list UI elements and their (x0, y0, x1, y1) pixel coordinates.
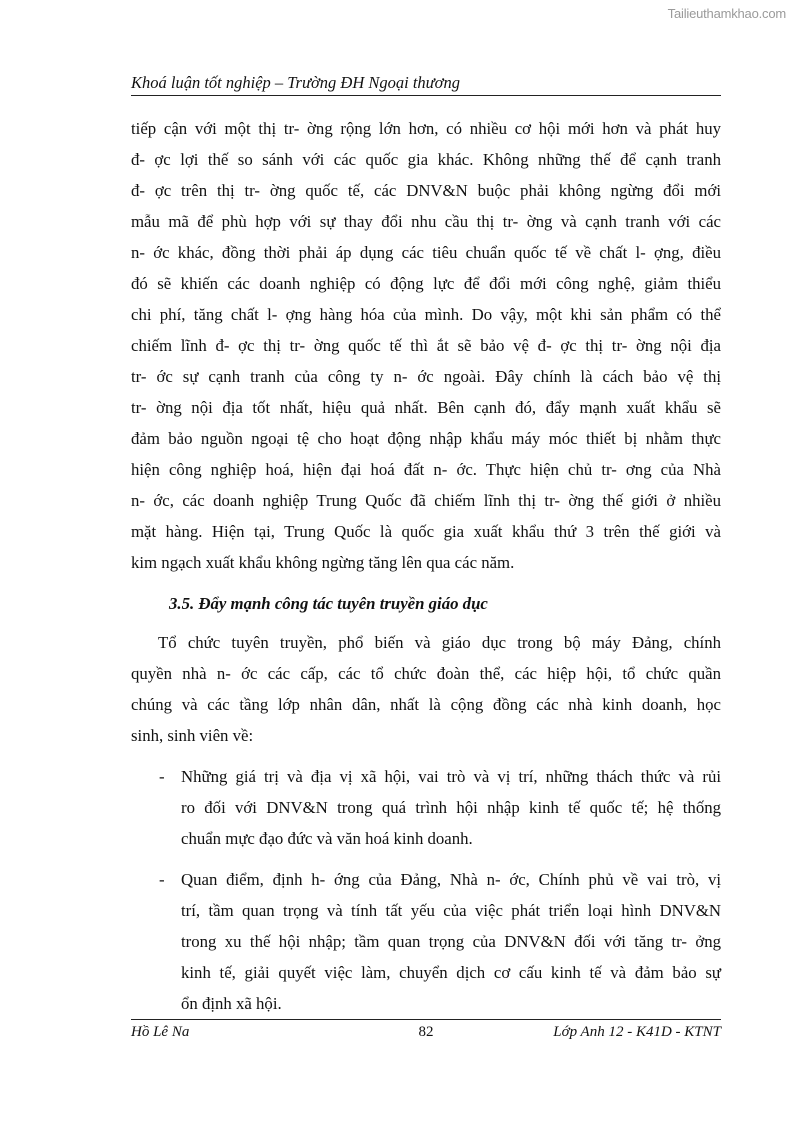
text-line: chiếm lĩnh đ- ợc thị tr- ờng quốc tế thì ắt sẽ bảo vệ đ- ợc thị tr- ờng nội địa (131, 336, 721, 355)
footer-author: Hồ Lê Na (131, 1024, 190, 1040)
running-footer (131, 1019, 721, 1043)
page-number: 82 (418, 1024, 434, 1040)
text-line: mẫu mã để phù hợp với sự thay đổi nhu cầu thị tr- ờng và cạnh tranh với các (131, 212, 721, 231)
text-line: tr- ờng nội địa tốt nhất, hiệu quả nhất. Bên cạnh đó, đẩy mạnh xuất khẩu sẽ (131, 398, 721, 417)
text-line: n- ớc, các doanh nghiệp Trung Quốc đã chiếm lĩnh thị tr- ờng thế giới ở nhiều (131, 491, 721, 510)
text-line: chi phí, tăng chất l- ợng hàng hóa của mình. Do vậy, một khi sản phẩm có thể (131, 305, 721, 324)
paragraph-2 (131, 627, 721, 751)
text-line: kinh tế, giải quyết việc làm, chuyển dịch cơ cấu kinh tế và đảm bảo sự (181, 963, 721, 982)
paragraph-1 (131, 113, 721, 578)
text-line: Quan điểm, định h- ớng của Đảng, Nhà n- ớc, Chính phủ về vai trò, vị (181, 870, 721, 889)
bullet-item (131, 864, 721, 1019)
text-line: tiếp cận với một thị tr- ờng rộng lớn hơn, có nhiều cơ hội mới hơn và phát huy (131, 119, 721, 138)
bullet-item (131, 761, 721, 854)
text-line: Tổ chức tuyên truyền, phổ biến và giáo dục trong bộ máy Đảng, chính (158, 633, 721, 652)
dash-bullet-icon: - (159, 870, 165, 889)
text-line: kim ngạch xuất khẩu không ngừng tăng lên qua các năm. (131, 553, 515, 572)
text-line: chuẩn mực đạo đức và văn hoá kinh doanh. (181, 829, 473, 848)
text-line: trong xu thế hội nhập; tầm quan trọng của DNV&N đối với tăng tr- ởng (181, 932, 721, 951)
text-line: chúng và các tầng lớp nhân dân, nhất là cộng đồng các nhà kinh doanh, học (131, 695, 721, 714)
text-line: hiện công nghiệp hoá, hiện đại hoá đất n- ớc. Thực hiện chủ tr- ơng của Nhà (131, 460, 721, 479)
running-header: Khoá luận tốt nghiệp – Trường ĐH Ngoại thương (131, 73, 721, 96)
text-line: ổn định xã hội. (181, 994, 282, 1013)
text-line: đó sẽ khiến các doanh nghiệp có động lực để đổi mới công nghệ, giảm thiểu (131, 274, 721, 293)
text-line: đ- ợc trên thị tr- ờng quốc tế, các DNV&N buộc phải không ngừng đổi mới (131, 181, 721, 200)
text-line: tr- ớc sự cạnh tranh của công ty n- ớc ngoài. Đây chính là cách bảo vệ thị (131, 367, 721, 386)
text-line: đảm bảo nguồn ngoại tệ cho hoạt động nhập khẩu máy móc thiết bị nhằm thực (131, 429, 721, 448)
text-line: ro đối với DNV&N trong quá trình hội nhập kinh tế quốc tế; hệ thống (181, 798, 721, 817)
text-line: trí, tầm quan trọng và tính tất yếu của việc phát triển loại hình DNV&N (181, 901, 721, 920)
watermark: Tailieuthamkhao.com (667, 6, 786, 21)
text-line: mặt hàng. Hiện tại, Trung Quốc là quốc gia xuất khẩu thứ 3 trên thế giới và (131, 522, 721, 541)
text-line: sinh, sinh viên về: (131, 726, 254, 745)
dash-bullet-icon: - (159, 767, 165, 786)
footer-class-info: Lớp Anh 12 - K41D - KTNT (553, 1024, 721, 1040)
page-body (131, 113, 721, 1019)
text-line: quyền nhà n- ớc các cấp, các tổ chức đoàn thể, các hiệp hội, tổ chức quần (131, 664, 721, 683)
text-line: đ- ợc lợi thế so sánh với các quốc gia khác. Không những thế để cạnh tranh (131, 150, 721, 169)
section-heading: 3.5. Đẩy mạnh công tác tuyên truyền giáo dục (169, 594, 488, 613)
text-line: n- ớc khác, đồng thời phải áp dụng các tiêu chuẩn quốc tế về chất l- ợng, điều (131, 243, 721, 262)
text-line: Những giá trị và địa vị xã hội, vai trò và vị trí, những thách thức và rủi (181, 767, 721, 786)
